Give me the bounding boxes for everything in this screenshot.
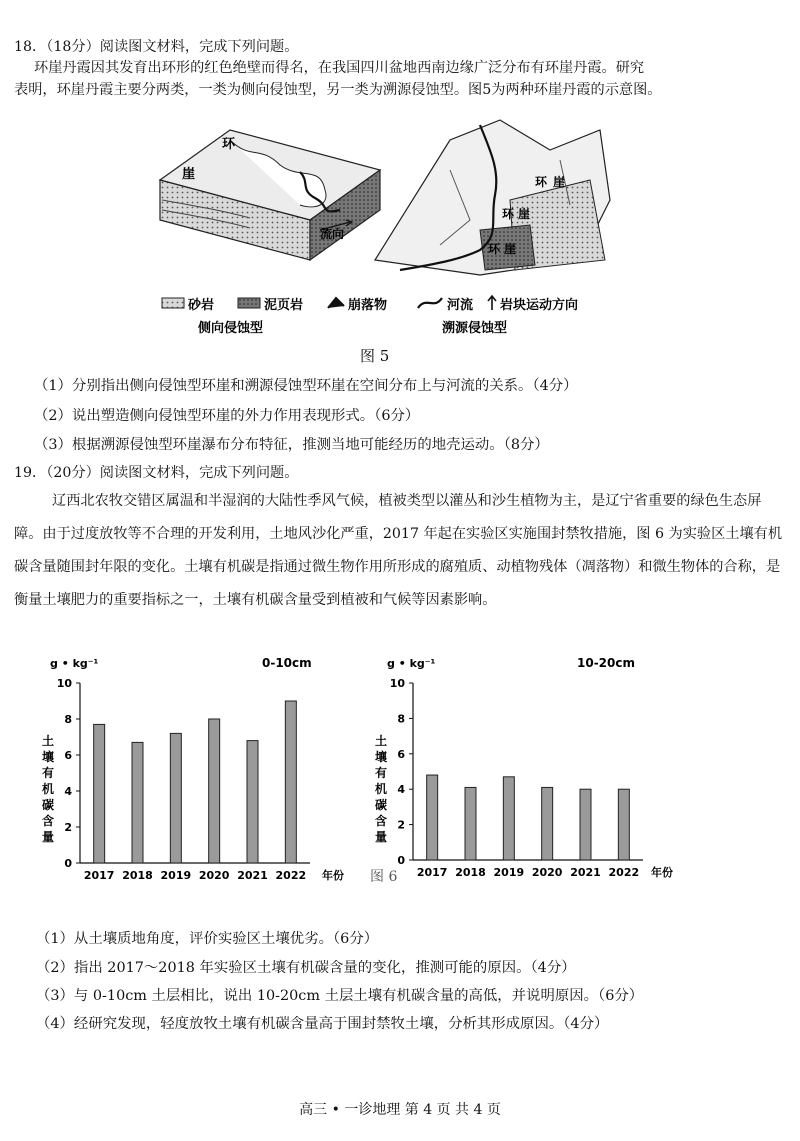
x-tick-label: 2021 <box>237 869 268 882</box>
block-motion-arrow-icon <box>488 296 496 310</box>
chart-0-10cm <box>40 645 380 885</box>
y-axis-label-char: 量 <box>374 830 388 844</box>
y-axis-label-char: 有 <box>374 766 388 780</box>
legend-block-motion: 岩块运动方向 <box>500 298 579 313</box>
y-tick-label: 6 <box>64 749 72 762</box>
label-huan-right-3: 环 <box>488 242 501 256</box>
bar <box>503 777 514 860</box>
figure-5-legend <box>162 296 578 313</box>
y-axis-label-char: 有 <box>41 766 55 780</box>
bar <box>94 724 105 863</box>
y-tick-label: 2 <box>64 821 72 834</box>
y-axis-label-char: 土 <box>374 734 388 748</box>
y-axis-label-char: 土 <box>41 734 55 748</box>
q19-paragraph: 辽西北农牧交错区属温和半湿润的大陆性季风气候，植被类型以灌丛和沙生植物为主，是辽宁省重要的绿色生态屏障。由于过度放牧等不合理的开发利用，土地风沙化严重，2017 年起在实验区实施围封禁牧措施，图 6 为实验区土壤有机碳含量随围封年限的变化。土壤有机碳是指通过微生物作用所形成的腐殖质、动植物残体（凋落物）和微生物体的合称，是衡量土壤肥力的重要指标之一，土壤有机碳含量受到植被和气候等因素影响。 <box>14 493 783 608</box>
label-huan-left: 环 <box>222 137 236 152</box>
q18-question-1: （1）分别指出侧向侵蚀型环崖和溯源侵蚀型环崖在空间分布上与河流的关系。（4分） <box>34 378 578 394</box>
y-axis-label-char: 碳 <box>41 798 55 812</box>
x-tick-label: 2018 <box>122 869 153 882</box>
y-axis-label-char: 碳 <box>374 798 388 812</box>
q19-header: 19．（20分）阅读图文材料，完成下列问题。 <box>14 465 299 481</box>
page-footer: 高三 • 一诊地理 第 4 页 共 4 页 <box>299 1102 501 1118</box>
q18-question-3: （3）根据溯源侵蚀型环崖瀑布分布特征，推测当地可能经历的地壳运动。（8分） <box>34 437 549 453</box>
label-huan-right-1: 环 <box>535 175 548 189</box>
x-tick-label: 2022 <box>275 869 307 882</box>
bar <box>465 787 476 860</box>
q18-header: 18．（18分）阅读图文材料，完成下列问题。 <box>14 39 299 55</box>
label-ya-right-2: 崖 <box>518 207 531 221</box>
y-tick-label: 8 <box>64 713 72 726</box>
y-axis-label-char: 机 <box>374 782 388 796</box>
legend-river: 河流 <box>447 298 474 313</box>
x-tick-label: 2017 <box>416 866 448 879</box>
x-tick-label: 2019 <box>493 866 525 879</box>
y-axis-label-char: 含 <box>41 814 55 828</box>
bar <box>247 741 258 863</box>
x-tick-label: 2022 <box>608 866 640 879</box>
x-tick-label: 2021 <box>570 866 601 879</box>
y-tick-label: 2 <box>397 818 405 832</box>
q19-question-1: （1）从土壤质地角度，评价实验区土壤优劣。（6分） <box>36 931 379 947</box>
bar <box>427 775 438 860</box>
legend-collapse: 崩落物 <box>348 298 388 313</box>
x-tick-label: 2019 <box>160 869 192 882</box>
chart-title: 0-10cm <box>262 656 312 670</box>
chart-title: 10-20cm <box>577 656 635 670</box>
q18-question-2: （2）说出塑造侧向侵蚀型环崖的外力作用表现形式。（6分） <box>34 408 420 424</box>
figure-5 <box>150 110 620 345</box>
bar <box>285 701 296 863</box>
bar <box>132 742 143 863</box>
x-axis-label: 年份 <box>322 869 344 882</box>
lateral-erosion-block <box>160 130 380 260</box>
x-tick-label: 2020 <box>531 866 563 879</box>
bar <box>618 789 629 860</box>
y-tick-label: 4 <box>64 785 72 798</box>
chart-unit-label: g • kg⁻¹ <box>50 657 99 670</box>
y-axis-label-char: 机 <box>41 782 55 796</box>
x-axis-label: 年份 <box>651 866 673 879</box>
collapse-symbol <box>328 298 344 308</box>
caption-lateral: 侧向侵蚀型 <box>198 321 264 336</box>
y-tick-label: 10 <box>389 677 405 690</box>
y-tick-label: 4 <box>397 783 405 797</box>
y-tick-label: 8 <box>397 712 405 726</box>
x-tick-label: 2020 <box>198 869 230 882</box>
bar <box>170 733 181 863</box>
chart-10-20cm <box>365 645 695 885</box>
label-huan-right-2: 环 <box>502 207 515 221</box>
label-ya-right-3: 崖 <box>504 242 517 256</box>
figure-5-caption: 图 5 <box>360 347 390 365</box>
caption-headward: 溯源侵蚀型 <box>442 321 508 336</box>
legend-mudstone: 泥页岩 <box>264 298 304 313</box>
x-tick-label: 2017 <box>83 869 115 882</box>
y-axis-label-char: 壤 <box>374 750 388 764</box>
y-tick-label: 6 <box>397 747 405 761</box>
q19-question-2: （2）指出 2017～2018 年实验区土壤有机碳含量的变化，推测可能的原因。（4分） <box>36 960 576 976</box>
q19-question-4: （4）经研究发现，轻度放牧土壤有机碳含量高于围封禁牧土壤，分析其形成原因。（4分） <box>36 1016 609 1032</box>
y-tick-label: 10 <box>56 677 72 690</box>
bar <box>580 789 591 860</box>
figure-6-caption: 图 6 <box>370 869 398 885</box>
y-axis-label-char: 壤 <box>41 750 55 764</box>
bar <box>209 719 220 863</box>
q19-question-3: （3）与 0-10cm 土层相比，说出 10-20cm 土层土壤有机碳含量的高低，并说明原因。（6分） <box>36 988 644 1004</box>
legend-sandstone: 砂岩 <box>188 298 215 313</box>
q18-intro-line2: 表明，环崖丹霞主要分两类，一类为侧向侵蚀型，另一类为溯源侵蚀型。图5为两种环崖丹霞的示意图。 <box>14 82 662 98</box>
y-tick-label: 0 <box>64 857 72 870</box>
q18-intro-line1: 环崖丹霞因其发育出环形的红色绝壁而得名，在我国四川盆地西南边缘广泛分布有环崖丹霞。研究 <box>34 60 645 76</box>
chart-unit-label: g • kg⁻¹ <box>387 657 436 670</box>
y-tick-label: 0 <box>397 854 405 867</box>
label-ya-right-1: 崖 <box>553 175 566 189</box>
label-flow: 流向 <box>320 227 345 241</box>
bar <box>542 787 553 860</box>
mudstone-swatch <box>238 298 260 308</box>
y-axis-label-char: 量 <box>41 830 55 844</box>
y-axis-label-char: 含 <box>374 814 388 828</box>
sandstone-swatch <box>162 298 184 308</box>
label-ya-left: 崖 <box>182 167 196 182</box>
river-symbol <box>418 298 442 308</box>
x-tick-label: 2018 <box>455 866 486 879</box>
